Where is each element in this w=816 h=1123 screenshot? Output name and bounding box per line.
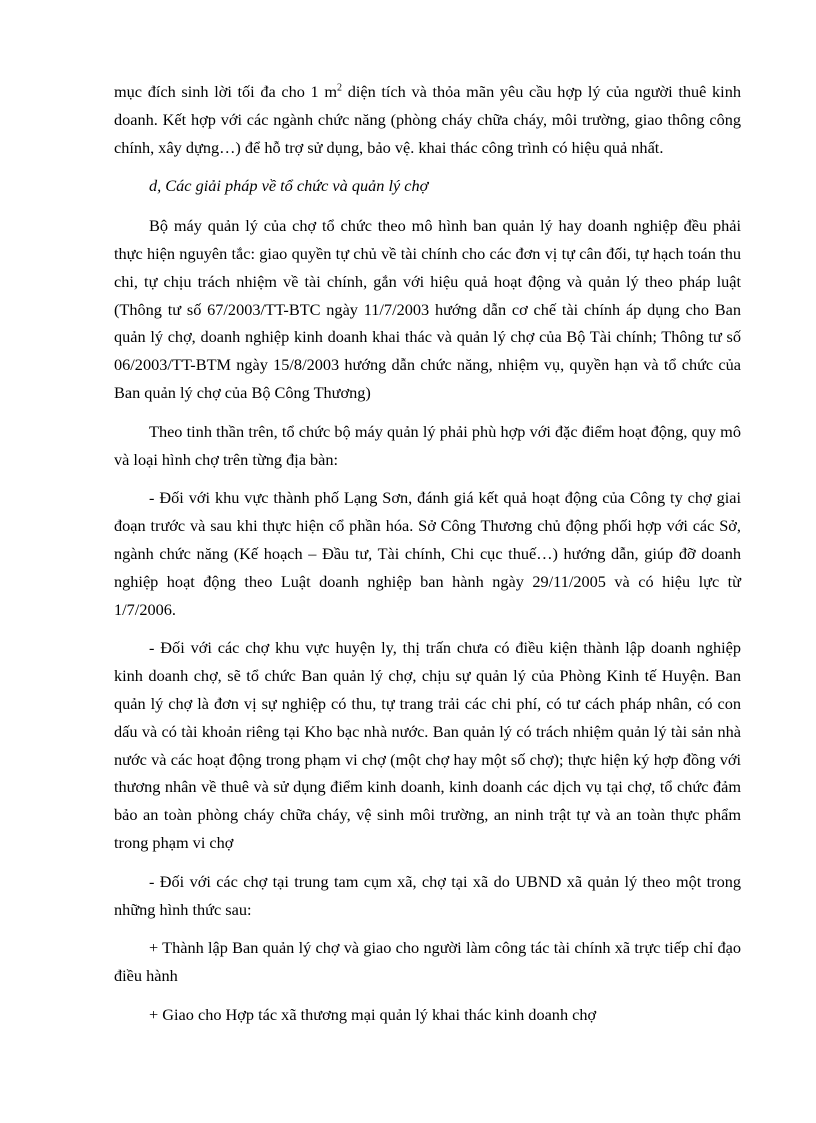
sub-list-item: + Giao cho Hợp tác xã thương mại quản lý khai thác kinh doanh chợ bbox=[149, 1004, 597, 1024]
list-item: - Đối với khu vực thành phố Lạng Sơn, đánh giá kết quả hoạt động của Công ty chợ giai đoạn trước và sau khi thực hiện cổ phần hóa. Sở Công Thương chủ động phối hợp với các Sở, ngành chức năng (Kế hoạch – Đầu tư, Tài chính, Chi cục thuế…) hướng dẫn, giúp đỡ doanh nghiệp hoạt động theo Luật doanh nghiệp ban hành ngày 29/11/2005 và có hiệu lực từ 1/7/2006. bbox=[114, 488, 741, 619]
paragraph: Theo tinh thần trên, tổ chức bộ máy quản lý phải phù hợp với đặc điểm hoạt động, quy mô và loại hình chợ trên từng địa bàn: bbox=[114, 421, 741, 469]
document-body bbox=[114, 78, 741, 1040]
list-item: - Đối với các chợ tại trung tam cụm xã, chợ tại xã do UBND xã quản lý theo một trong những hình thức sau: bbox=[114, 871, 741, 919]
paragraph: Bộ máy quản lý của chợ tổ chức theo mô hình ban quản lý hay doanh nghiệp đều phải thực hiện nguyên tắc: giao quyền tự chủ về tài chính cho các đơn vị tự cân đối, tự hạch toán thu chi, tự chịu trách nhiệm về tài chính, gắn với hiệu quả hoạt động và quản lý theo pháp luật (Thông tư số 67/2003/TT-BTC ngày 11/7/2003 hướng dẫn cơ chế tài chính áp dụng cho Ban quản lý chợ, doanh nghiệp kinh doanh khai thác và quản lý chợ của Bộ Tài chính; Thông tư số 06/2003/TT-BTM ngày 15/8/2003 hướng dẫn chức năng, nhiệm vụ, quyền hạn và tổ chức của Ban quản lý chợ của Bộ Công Thương) bbox=[114, 216, 741, 402]
paragraph-text: diện tích và thỏa mãn yêu cầu hợp lý của người thuê kinh doanh. Kết hợp với các ngành chức năng (phòng cháy chữa cháy, môi trường, giao thông công chính, xây dựng…) để hỗ trợ sử dụng, bảo vệ. khai thác công trình có hiệu quả nhất. bbox=[114, 82, 741, 157]
section-heading: d, Các giải pháp về tổ chức và quản lý chợ bbox=[149, 176, 429, 196]
sub-list-item: + Thành lập Ban quản lý chợ và giao cho người làm công tác tài chính xã trực tiếp chỉ đạo điều hành bbox=[114, 938, 741, 986]
paragraph-text: mục đích sinh lời tối đa cho 1 m bbox=[114, 82, 338, 101]
list-item: - Đối với các chợ khu vực huyện ly, thị trấn chưa có điều kiện thành lập doanh nghiệp kinh doanh chợ, sẽ tổ chức Ban quản lý chợ, chịu sự quản lý của Phòng Kinh tế Huyện. Ban quản lý chợ là đơn vị sự nghiệp có thu, tự trang trải các chi phí, có tư cách pháp nhân, có con dấu và có tài khoản riêng tại Kho bạc nhà nước. Ban quản lý có trách nhiệm quản lý tài sản nhà nước và các hoạt động trong phạm vi chợ (một chợ hay một số chợ); thực hiện ký hợp đồng với thương nhân về thuê và sử dụng điểm kinh doanh, kinh doanh các dịch vụ tại chợ, tổ chức đảm bảo an toàn phòng cháy chữa cháy, vệ sinh môi trường, an ninh trật tự và an toàn thực phẩm trong phạm vi chợ bbox=[114, 638, 741, 852]
paragraph-continuation bbox=[114, 78, 741, 161]
superscript: 2 bbox=[337, 82, 343, 94]
